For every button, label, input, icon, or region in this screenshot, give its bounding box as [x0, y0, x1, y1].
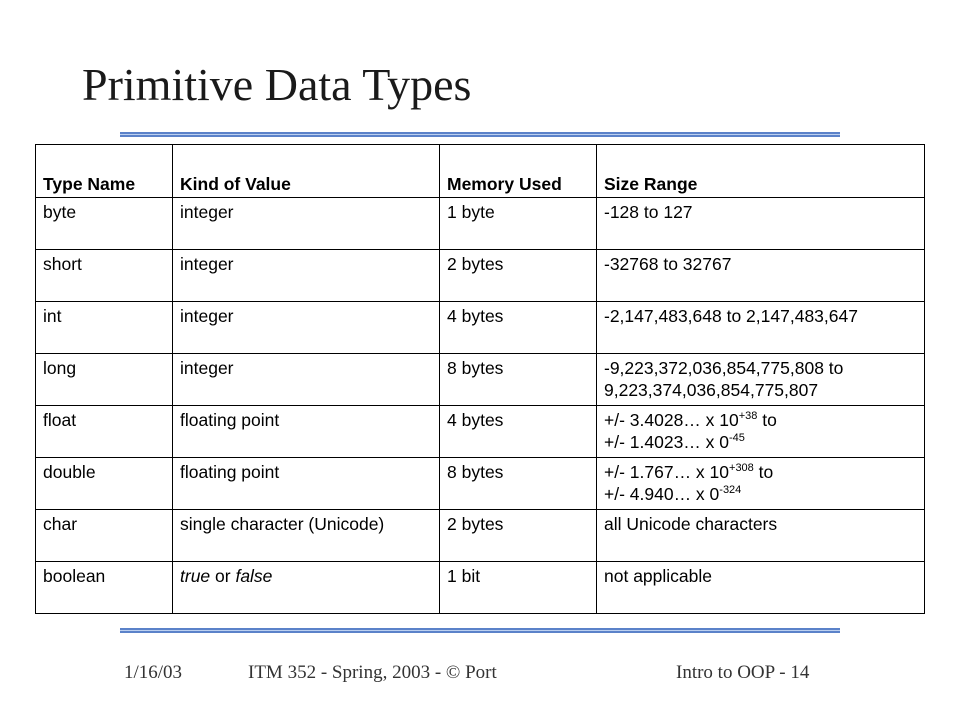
- table-row: [36, 250, 925, 302]
- range-cell: -32768 to 32767: [597, 250, 925, 302]
- exponent: -324: [719, 484, 742, 496]
- kind-cell: integer: [173, 354, 440, 406]
- kind-false: false: [235, 566, 273, 586]
- range-line: -9,223,372,036,854,775,808 to: [604, 358, 844, 378]
- header-kind-of-value: Kind of Value: [173, 145, 440, 198]
- type-name-cell: short: [36, 250, 173, 302]
- range-cell: [597, 458, 925, 510]
- table-row: [36, 458, 925, 510]
- table-row: [36, 406, 925, 458]
- top-divider: [120, 132, 840, 137]
- type-name-cell: float: [36, 406, 173, 458]
- range-line: [604, 409, 917, 431]
- kind-cell: [173, 562, 440, 614]
- range-cell: -2,147,483,648 to 2,147,483,647: [597, 302, 925, 354]
- kind-cell: floating point: [173, 406, 440, 458]
- type-name-cell: byte: [36, 198, 173, 250]
- table-row: [36, 354, 925, 406]
- range-line: [604, 483, 917, 505]
- table-row: [36, 562, 925, 614]
- footer-date: 1/16/03: [124, 662, 183, 683]
- footer-page-number: Intro to OOP - 14: [676, 662, 810, 683]
- header-size-range: Size Range: [597, 145, 925, 198]
- type-name-cell: double: [36, 458, 173, 510]
- header-type-name: Type Name: [36, 145, 173, 198]
- bottom-divider: [120, 628, 840, 633]
- range-text: +/- 3.4028… x 10: [604, 410, 739, 430]
- range-line: [604, 431, 917, 453]
- kind-cell: floating point: [173, 458, 440, 510]
- range-text: +/- 1.4023… x 0: [604, 432, 730, 452]
- table-row: [36, 198, 925, 250]
- range-text: +/- 1.767… x 10: [604, 462, 730, 482]
- kind-or: or: [210, 566, 236, 586]
- exponent: +38: [738, 410, 758, 422]
- memory-cell: 4 bytes: [440, 406, 597, 458]
- slide-title: Primitive Data Types: [82, 59, 472, 110]
- range-text: to: [757, 410, 777, 430]
- range-cell: all Unicode characters: [597, 510, 925, 562]
- range-cell: -128 to 127: [597, 198, 925, 250]
- memory-cell: 8 bytes: [440, 458, 597, 510]
- header-memory-used: Memory Used: [440, 145, 597, 198]
- range-line: [604, 461, 917, 483]
- range-line: 9,223,374,036,854,775,807: [604, 380, 819, 400]
- exponent: -45: [729, 432, 745, 444]
- type-name-cell: char: [36, 510, 173, 562]
- type-name-cell: long: [36, 354, 173, 406]
- kind-cell: single character (Unicode): [173, 510, 440, 562]
- memory-cell: 8 bytes: [440, 354, 597, 406]
- type-name-cell: int: [36, 302, 173, 354]
- primitive-types-table: [35, 144, 925, 614]
- kind-cell: integer: [173, 250, 440, 302]
- memory-cell: 4 bytes: [440, 302, 597, 354]
- memory-cell: 1 byte: [440, 198, 597, 250]
- footer-course: ITM 352 - Spring, 2003 - © Port: [248, 662, 497, 683]
- table-header-row: [36, 145, 925, 198]
- slide-footer: [0, 662, 960, 686]
- kind-true: true: [180, 566, 211, 586]
- range-cell: [597, 406, 925, 458]
- table-row: [36, 302, 925, 354]
- exponent: +308: [729, 462, 754, 474]
- range-cell: not applicable: [597, 562, 925, 614]
- type-name-cell: boolean: [36, 562, 173, 614]
- range-text: to: [753, 462, 774, 482]
- table-row: [36, 510, 925, 562]
- range-cell: [597, 354, 925, 406]
- kind-cell: integer: [173, 198, 440, 250]
- memory-cell: 2 bytes: [440, 250, 597, 302]
- memory-cell: 1 bit: [440, 562, 597, 614]
- kind-cell: integer: [173, 302, 440, 354]
- range-text: +/- 4.940… x 0: [604, 484, 720, 504]
- memory-cell: 2 bytes: [440, 510, 597, 562]
